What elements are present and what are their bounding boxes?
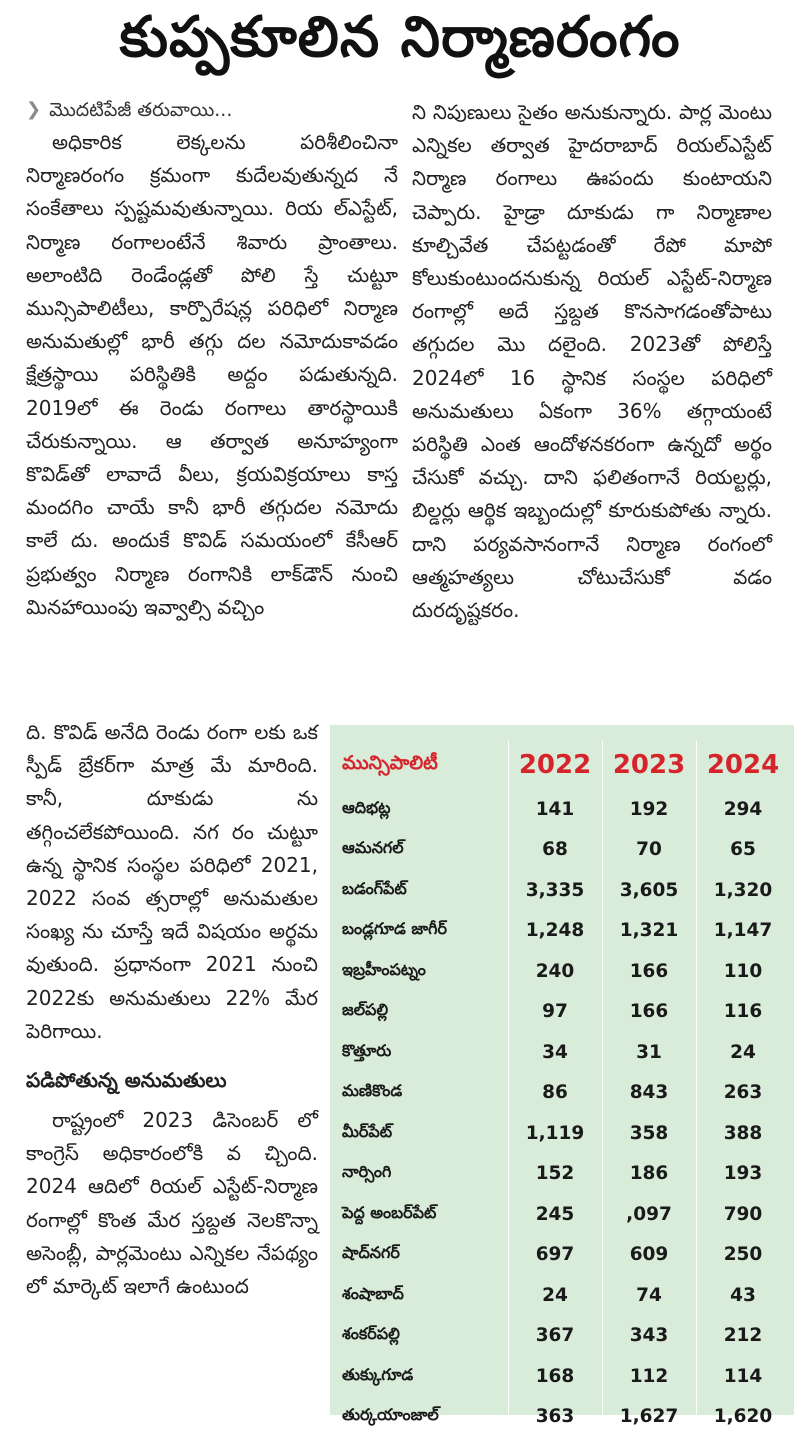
permit-count: 1,321 xyxy=(602,911,696,952)
municipality-name: ఆదిభట్ల xyxy=(338,789,508,830)
table-row xyxy=(338,1032,790,1073)
table-row xyxy=(338,870,790,911)
permit-count: 1,627 xyxy=(602,1397,696,1437)
permit-count: 34 xyxy=(508,1032,602,1073)
permit-count: 790 xyxy=(696,1194,790,1235)
headline-banner xyxy=(0,0,800,88)
permit-count: 74 xyxy=(602,1275,696,1316)
table-row xyxy=(338,992,790,1033)
permit-count: 86 xyxy=(508,1073,602,1114)
municipality-name: ఆమనగల్ xyxy=(338,830,508,871)
permit-count: ,097 xyxy=(602,1194,696,1235)
permit-count: 3,605 xyxy=(602,870,696,911)
table-header-row xyxy=(338,741,790,789)
permit-count: 263 xyxy=(696,1073,790,1114)
table-row xyxy=(338,1356,790,1397)
permit-count: 114 xyxy=(696,1356,790,1397)
permit-count: 358 xyxy=(602,1113,696,1154)
permit-count: 70 xyxy=(602,830,696,871)
permit-count: 294 xyxy=(696,789,790,830)
article-paragraph-continued: ది. కొవిడ్ అనేది రెండు రంగా లకు ఒక స్పీడ్ బ్రేకర్‌గా మాత్ర మే మారింది. కానీ, దూకుడు ను తగ్గించలేకపోయింది. నగ రం చుట్టూ ఉన్న స్థానిక సంస్థల పరిధిలో 2021, 2022 సంవ త్సరాల్లో అనుమతుల సంఖ్య ను చూస్తే ఇదే విషయం అర్థమ వుతుంది. ప్రధానంగా 2021 నుంచి 2022కు అనుమతులు 22% మేర పెరిగాయి. xyxy=(26,716,318,1048)
left-column-lower xyxy=(26,716,318,1303)
permit-count: 112 xyxy=(602,1356,696,1397)
permit-count: 3,335 xyxy=(508,870,602,911)
permit-count: 110 xyxy=(696,951,790,992)
headline: కుప్పకూలిన నిర్మాణరంగం xyxy=(119,5,680,84)
permit-count: 240 xyxy=(508,951,602,992)
permit-count: 245 xyxy=(508,1194,602,1235)
permit-count: 343 xyxy=(602,1316,696,1357)
permit-count: 609 xyxy=(602,1235,696,1276)
permit-count: 1,248 xyxy=(508,911,602,952)
permit-count: 388 xyxy=(696,1113,790,1154)
permit-count: 697 xyxy=(508,1235,602,1276)
municipality-name: బడంగ్‌పేట్ xyxy=(338,870,508,911)
permit-count: 24 xyxy=(508,1275,602,1316)
permit-count: 1,620 xyxy=(696,1397,790,1437)
column-divider xyxy=(696,741,697,1415)
municipality-name: కొత్తూరు xyxy=(338,1032,508,1073)
column-divider xyxy=(602,741,603,1415)
permit-count: 168 xyxy=(508,1356,602,1397)
header-year-2023: 2023 xyxy=(602,741,696,789)
permit-count: 65 xyxy=(696,830,790,871)
table-row xyxy=(338,951,790,992)
table-row xyxy=(338,1275,790,1316)
permits-table-box xyxy=(330,725,794,1415)
permit-count: 24 xyxy=(696,1032,790,1073)
permit-count: 363 xyxy=(508,1397,602,1437)
permit-count: 152 xyxy=(508,1154,602,1195)
municipality-name: బండ్లగూడ జాగీర్ xyxy=(338,911,508,952)
municipality-name: మణికొండ xyxy=(338,1073,508,1114)
table-row xyxy=(338,1154,790,1195)
table-row xyxy=(338,830,790,871)
permit-count: 43 xyxy=(696,1275,790,1316)
left-column xyxy=(26,96,398,624)
table-row xyxy=(338,789,790,830)
municipality-name: తుక్కుగూడ xyxy=(338,1356,508,1397)
permit-count: 68 xyxy=(508,830,602,871)
table-row xyxy=(338,1194,790,1235)
permit-count: 31 xyxy=(602,1032,696,1073)
column-divider xyxy=(508,741,509,1415)
table-row xyxy=(338,1316,790,1357)
permit-count: 843 xyxy=(602,1073,696,1114)
chevron-right-icon: ❯ xyxy=(26,96,41,124)
municipality-name: తుర్కయాంజాల్ xyxy=(338,1397,508,1437)
permit-count: 166 xyxy=(602,951,696,992)
municipality-name: ఇబ్రహీంపట్నం xyxy=(338,951,508,992)
article-paragraph-right: ని నిపుణులు సైతం అనుకున్నారు. పార్ల మెంటు ఎన్నికల తర్వాత హైదరాబాద్ రియల్‌ఎస్టేట్ నిర్మాణ రంగాలు ఊపందు కుంటాయని చెప్పారు. హైడ్రా దూకుడు గా నిర్మాణాల కూల్చివేత చేపట్టడంతో రేపో మాపో కోలుకుంటుందనుకున్న రియల్ ఎస్టేట్-నిర్మాణ రంగాల్లో అదే స్తబ్దత కొనసాగడంతోపాటు తగ్గుదల మొ దలైంది. 2023తో పోలిస్తే 2024లో 16 స్థానిక సంస్థల పరిధిలో అనుమతులు ఏకంగా 36% తగ్గాయంటే పరిస్థితి ఎంత ఆందోళనకరంగా ఉన్నదో అర్థం చేసుకో వచ్చు. దాని ఫలితంగానే రియల్టర్లు, బిల్డర్లు ఆర్థిక ఇబ్బందుల్లో కూరుకుపోతు న్నారు. దాని పర్యవసానంగానే నిర్మాణ రంగంలో ఆత్మహత్యలు చోటుచేసుకో వడం దురదృష్టకరం. xyxy=(412,96,772,627)
continued-from-front xyxy=(26,96,398,124)
municipality-name: పెద్ద అంబర్‌పేట్ xyxy=(338,1194,508,1235)
municipality-name: మీర్‌పేట్ xyxy=(338,1113,508,1154)
permit-count: 192 xyxy=(602,789,696,830)
header-year-2024: 2024 xyxy=(696,741,790,789)
municipality-name: శంషాబాద్ xyxy=(338,1275,508,1316)
permit-count: 166 xyxy=(602,992,696,1033)
municipality-name: షాద్‌నగర్ xyxy=(338,1235,508,1276)
table-row xyxy=(338,1073,790,1114)
table-row xyxy=(338,911,790,952)
section-subhead: పడిపోతున్న అనుమతులు xyxy=(26,1066,318,1094)
permit-count: 367 xyxy=(508,1316,602,1357)
permit-count: 1,147 xyxy=(696,911,790,952)
permit-count: 141 xyxy=(508,789,602,830)
right-column xyxy=(412,96,772,627)
permit-count: 97 xyxy=(508,992,602,1033)
permit-count: 212 xyxy=(696,1316,790,1357)
permit-count: 250 xyxy=(696,1235,790,1276)
municipality-name: జల్‌పల్లి xyxy=(338,992,508,1033)
municipality-name: శంకర్‌పల్లి xyxy=(338,1316,508,1357)
header-municipality: మున్సిపాలిటీ xyxy=(338,741,508,789)
permits-table xyxy=(338,741,790,1437)
header-year-2022: 2022 xyxy=(508,741,602,789)
permit-count: 1,119 xyxy=(508,1113,602,1154)
table-row xyxy=(338,1113,790,1154)
permit-count: 116 xyxy=(696,992,790,1033)
permit-count: 186 xyxy=(602,1154,696,1195)
permit-count: 193 xyxy=(696,1154,790,1195)
article-paragraph-2: రాష్ట్రంలో 2023 డిసెంబర్ లో కాంగ్రెస్ అధికారంలోకి వ చ్చింది. 2024 ఆదిలో రియల్ ఎస్టేట్-నిర్మాణ రంగాల్లో కొంత మేర స్తబ్దత నెలకొన్నా అసెంబ్లీ, పార్లమెంటు ఎన్నికల నేపథ్యం లో మార్కెట్ ఇలాగే ఉంటుంద xyxy=(26,1104,318,1303)
permit-count: 1,320 xyxy=(696,870,790,911)
continued-label: మొదటిపేజీ తరువాయి... xyxy=(49,96,232,124)
article-paragraph: అధికారిక లెక్కలను పరిశీలించినా నిర్మాణరంగం క్రమంగా కుదేలవుతున్నద నే సంకేతాలు స్పష్టమవుతున్నాయి. రియ ల్‌ఎస్టేట్, నిర్మాణ రంగాలంటేనే శివారు ప్రాంతాలు. అలాంటిది రెండేండ్లతో పోలి స్తే చుట్టూ మున్సిపాలిటీలు, కార్పొరేషన్ల పరిధిలో నిర్మాణ అనుమతుల్లో భారీ తగ్గు దల నమోదుకావడం క్షేత్రస్థాయి పరిస్థితికి అద్దం పడుతున్నది. 2019లో ఈ రెండు రంగాలు తారస్థాయికి చేరుకున్నాయి. ఆ తర్వాత అనూహ్యంగా కొవిడ్‌తో లావాదే వీలు, క్రయవిక్రయాలు కాస్త మందగిం చాయే కానీ భారీ తగ్గుదల నమోదు కాలే దు. అందుకే కొవిడ్ సమయంలో కేసీఆర్ ప్రభుత్వం నిర్మాణ రంగానికి లాక్‌డౌన్ నుంచి మినహాయింపు ఇవ్వాల్సి వచ్చిం xyxy=(26,126,398,624)
table-row xyxy=(338,1235,790,1276)
municipality-name: నార్సింగి xyxy=(338,1154,508,1195)
